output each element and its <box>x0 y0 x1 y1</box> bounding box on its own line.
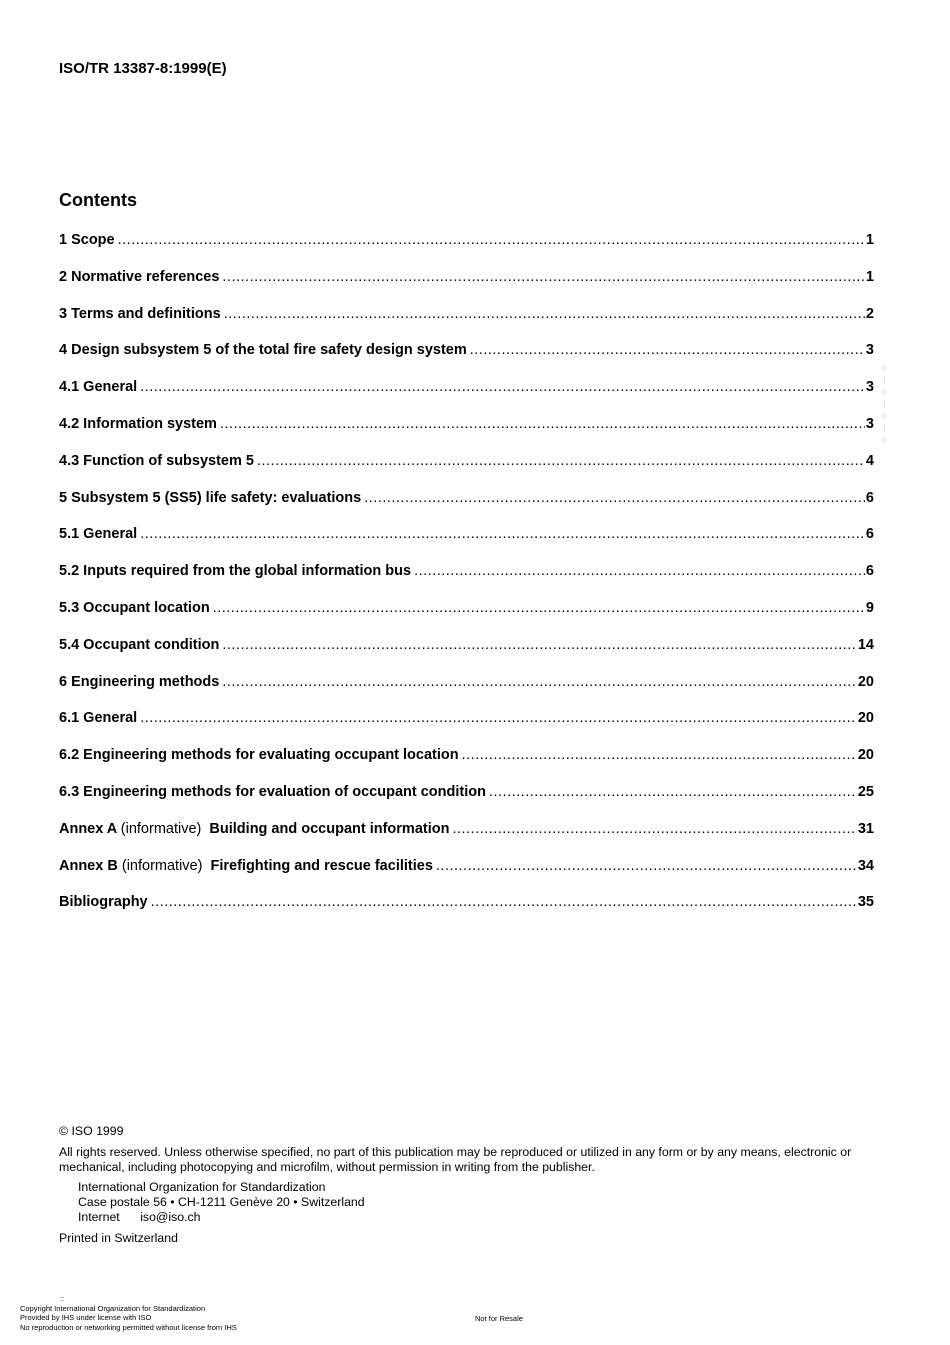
toc-entry-title: 1 Scope <box>59 232 115 248</box>
toc-page-number: 4 <box>865 452 874 469</box>
toc-entry[interactable] <box>59 490 874 527</box>
toc-entry[interactable] <box>59 306 874 343</box>
toc-page-number: 6 <box>865 489 874 506</box>
toc-entry-annex-title: Firefighting and rescue facilities <box>210 857 433 874</box>
toc-page-number: 6 <box>865 563 874 580</box>
toc-entry-title: 6.3 Engineering methods for evaluation of occupant condition <box>59 783 486 800</box>
toc-page-number: 20 <box>857 747 874 764</box>
toc-page-number: 34 <box>857 857 874 874</box>
footer-line-3: No reproduction or networking permitted without license from IHS <box>20 1322 237 1332</box>
toc-page-number: 3 <box>865 415 874 432</box>
dot-leader <box>436 858 857 874</box>
toc-entry-title: 4.1 General <box>59 379 138 396</box>
toc-entry[interactable] <box>59 526 874 563</box>
copyright-block <box>59 1124 879 1246</box>
not-for-resale: Not for Resale <box>475 1314 523 1323</box>
toc-page-number: 25 <box>857 783 874 800</box>
contents-heading: Contents <box>59 190 137 210</box>
dot-leader <box>118 232 865 248</box>
toc-page-number: 6 <box>865 526 874 543</box>
dot-leader <box>140 526 865 542</box>
toc-page-number: 14 <box>857 636 874 653</box>
toc-entry-title: 5.3 Occupant location <box>59 599 210 616</box>
rights-statement: All rights reserved. Unless otherwise specified, no part of this publication may be reproduced or utilized in any form or by any means, electronic or mechanical, including photocopying and microfilm, without permission in writing from the publisher. <box>59 1145 852 1174</box>
toc-entry[interactable] <box>59 269 874 306</box>
toc-entry-title: Bibliography <box>59 894 148 911</box>
dot-leader <box>414 563 865 579</box>
organization-address: Case postale 56 • CH-1211 Genève 20 • Switzerland <box>78 1195 365 1209</box>
dot-leader <box>222 674 857 690</box>
document-id: ISO/TR 13387-8:1999(E) <box>59 60 227 77</box>
toc-entry-title: 6.2 Engineering methods for evaluating occupant location <box>59 747 459 764</box>
license-footer <box>20 1294 237 1332</box>
toc-page-number: 20 <box>857 710 874 727</box>
organization-name: International Organization for Standardization <box>78 1180 326 1194</box>
footer-line-2: Provided by IHS under license with ISO <box>20 1313 152 1322</box>
toc-entry-note: (informative) <box>120 820 202 837</box>
toc-entry-title: 5.1 General <box>59 526 138 543</box>
copyright-line: © ISO 1999 <box>59 1124 124 1138</box>
toc-entry[interactable] <box>59 563 874 600</box>
dot-leader <box>489 784 857 800</box>
organization-internet: Internet iso@iso.ch <box>78 1210 201 1224</box>
footer-line-1: Copyright International Organization for Standardization <box>20 1303 206 1313</box>
dot-leader <box>140 710 857 726</box>
toc-entry-title: 5.4 Occupant condition <box>59 636 220 653</box>
printed-in: Printed in Switzerland <box>59 1231 178 1245</box>
toc-entry-title: Annex A (informative) Building and occupant information <box>59 820 450 837</box>
toc-entry-title: 2 Normative references <box>59 268 220 285</box>
toc-entry[interactable] <box>59 821 874 858</box>
toc-page-number: 1 <box>865 232 874 248</box>
toc-entry[interactable] <box>59 232 874 269</box>
toc-page-number: 3 <box>865 342 874 359</box>
dot-leader <box>452 821 856 837</box>
dot-leader <box>470 342 865 358</box>
toc-entry-title: 5 Subsystem 5 (SS5) life safety: evaluations <box>59 489 362 506</box>
toc-entry[interactable] <box>59 453 874 490</box>
toc-entry-title: 3 Terms and definitions <box>59 305 221 322</box>
toc-entry[interactable] <box>59 747 874 784</box>
toc-entry[interactable] <box>59 858 874 895</box>
toc-entry[interactable] <box>59 674 874 711</box>
toc-entry[interactable] <box>59 784 874 821</box>
toc-entry-title: 6 Engineering methods <box>59 673 220 690</box>
toc-page-number: 3 <box>865 379 874 396</box>
toc-entry-note: (informative) <box>121 857 203 874</box>
footer-mark: :: <box>60 1294 65 1303</box>
dot-leader <box>140 379 865 395</box>
toc-entry[interactable] <box>59 416 874 453</box>
toc-entry[interactable] <box>59 600 874 637</box>
toc-entry-title: 4.2 Information system <box>59 415 217 432</box>
dot-leader <box>462 747 857 763</box>
toc-entry-title: 4.3 Function of subsystem 5 <box>59 452 254 469</box>
toc-entry[interactable] <box>59 894 874 931</box>
dot-leader <box>222 269 865 285</box>
margin-marks <box>882 365 886 465</box>
toc-entry-title: Annex B (informative) Firefighting and rescue facilities <box>59 857 433 874</box>
toc-entry[interactable] <box>59 710 874 747</box>
toc-entry[interactable] <box>59 379 874 416</box>
dot-leader <box>364 490 865 506</box>
table-of-contents <box>59 232 874 931</box>
toc-page-number: 2 <box>865 305 874 322</box>
toc-page-number: 1 <box>865 268 874 285</box>
dot-leader <box>151 894 857 910</box>
dot-leader <box>213 600 865 616</box>
toc-page-number: 20 <box>857 673 874 690</box>
toc-entry-title: 6.1 General <box>59 710 138 727</box>
dot-leader <box>224 306 865 322</box>
toc-entry[interactable] <box>59 342 874 379</box>
toc-entry[interactable] <box>59 637 874 674</box>
dot-leader <box>257 453 865 469</box>
toc-entry-title: 5.2 Inputs required from the global information bus <box>59 563 412 580</box>
dot-leader <box>220 416 865 432</box>
toc-entry-annex-title: Building and occupant information <box>209 820 450 837</box>
toc-page-number: 35 <box>857 894 874 911</box>
toc-page-number: 9 <box>865 599 874 616</box>
toc-page-number: 31 <box>857 820 874 837</box>
toc-entry-title: 4 Design subsystem 5 of the total fire safety design system <box>59 342 467 359</box>
dot-leader <box>222 637 857 653</box>
